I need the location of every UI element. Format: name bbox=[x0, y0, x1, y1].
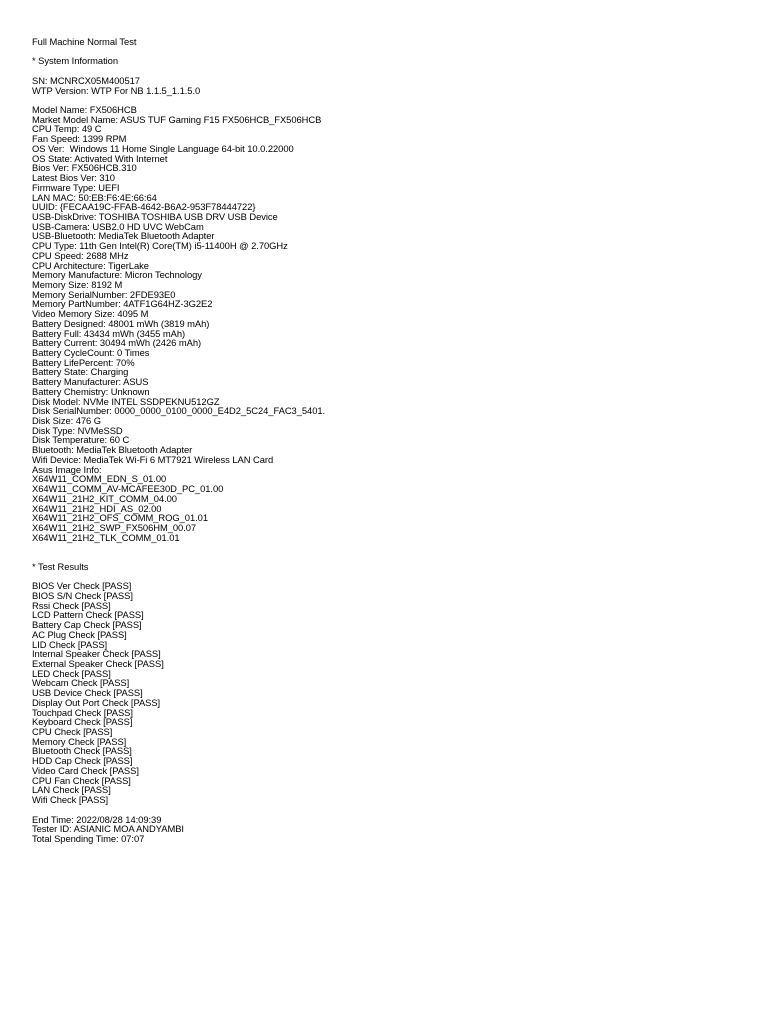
test-result-line: Memory Check [PASS] bbox=[32, 735, 127, 747]
spacer bbox=[32, 542, 732, 561]
wtp-version: WTP Version: WTP For NB 1.1.5_1.1.5.0 bbox=[32, 84, 201, 96]
system-info-line: X64W11_COMM_EDN_S_01.00 bbox=[32, 473, 167, 485]
system-info-line: Asus Image Info: bbox=[32, 463, 102, 475]
test-result-line: Video Card Check [PASS] bbox=[32, 764, 139, 776]
system-info-line: Disk Model: NVMe INTEL SSDPEKNU512GZ bbox=[32, 395, 220, 407]
test-result-line: BIOS S/N Check [PASS] bbox=[32, 589, 133, 601]
test-result-line: BIOS Ver Check [PASS] bbox=[32, 580, 132, 592]
system-info-line: Battery Manufacturer: ASUS bbox=[32, 376, 149, 388]
test-result-line: Internal Speaker Check [PASS] bbox=[32, 648, 161, 660]
system-info-line: Disk Temperature: 60 C bbox=[32, 434, 130, 446]
system-info-line: Battery CycleCount: 0 Times bbox=[32, 347, 150, 358]
system-info-line: Battery Current: 30494 mWh (2426 mAh) bbox=[32, 337, 202, 349]
spacer bbox=[32, 47, 732, 57]
system-info-line: Battery Chemistry: Unknown bbox=[32, 385, 150, 397]
report-footer bbox=[32, 815, 732, 844]
test-result-line: CPU Fan Check [PASS] bbox=[32, 774, 131, 786]
system-info-line: Wifi Device: MediaTek Wi-Fi 6 MT7921 Wireless LAN Card bbox=[32, 453, 274, 465]
test-result-line: HDD Cap Check [PASS] bbox=[32, 755, 133, 767]
system-info-line: CPU Temp: 49 C bbox=[32, 123, 102, 135]
system-info-line: Battery LifePercent: 70% bbox=[32, 356, 135, 368]
system-info-line: X64W11_21H2_TLK_COMM_01.01 bbox=[32, 531, 180, 543]
test-result-line: Touchpad Check [PASS] bbox=[32, 706, 133, 718]
system-info-line: Bluetooth: MediaTek Bluetooth Adapter bbox=[32, 444, 193, 456]
system-info-line: X64W11_COMM_AV-MCAFEE30D_PC_01.00 bbox=[32, 483, 224, 495]
test-result-line: Battery Cap Check [PASS] bbox=[32, 619, 142, 631]
system-info-line: X64W11_21H2_HDI_AS_02.00 bbox=[32, 502, 162, 514]
test-result-line: LAN Check [PASS] bbox=[32, 784, 111, 796]
test-result-line: CPU Check [PASS] bbox=[32, 726, 113, 738]
system-info-line: CPU Type: 11th Gen Intel(R) Core(TM) i5-11400H @ 2.70GHz bbox=[32, 240, 288, 252]
test-result-line: Display Out Port Check [PASS] bbox=[32, 696, 161, 708]
system-info-line: X64W11_21H2_KIT_COMM_04.00 bbox=[32, 492, 177, 504]
system-info-line: Battery Designed: 48001 mWh (3819 mAh) bbox=[32, 317, 210, 329]
system-info-line: Memory PartNumber: 4ATF1G64HZ-3G2E2 bbox=[32, 298, 213, 310]
system-info-line: Firmware Type: UEFI bbox=[32, 181, 120, 193]
system-info-line: OS Ver: Windows 11 Home Single Language 64-bit 10.0.22000 bbox=[32, 142, 294, 154]
test-report bbox=[32, 37, 732, 844]
system-info-line: USB-DiskDrive: TOSHIBA TOSHIBA USB DRV USB Device bbox=[32, 210, 278, 222]
system-info-line: Memory Manufacture: Micron Technology bbox=[32, 269, 202, 281]
system-info-line: CPU Architecture: TigerLake bbox=[32, 259, 149, 271]
test-result-line: LID Check [PASS] bbox=[32, 638, 108, 650]
test-result-line: External Speaker Check [PASS] bbox=[32, 658, 164, 669]
system-info-line: Model Name: FX506HCB bbox=[32, 104, 137, 116]
system-info-list bbox=[32, 105, 732, 542]
test-result-line: Bluetooth Check [PASS] bbox=[32, 745, 132, 757]
system-info-line: UUID: {FECAA19C-FFAB-4642-B6A2-953F78444722} bbox=[32, 201, 256, 213]
serial-number: SN: MCNRCX05M400517 bbox=[32, 74, 140, 86]
system-info-line: OS State: Activated With Internet bbox=[32, 152, 168, 164]
test-results-header: * Test Results bbox=[32, 560, 89, 572]
system-info-line: X64W11_21H2_SWP_FX506HM_00.07 bbox=[32, 521, 197, 533]
system-info-line: Battery Full: 43434 mWh (3455 mAh) bbox=[32, 327, 186, 339]
system-info-line: LAN MAC: 50:EB:F6:4E:66:64 bbox=[32, 191, 157, 203]
system-info-line: Bios Ver: FX506HCB.310 bbox=[32, 162, 137, 174]
system-info-line: CPU Speed: 2688 MHz bbox=[32, 249, 129, 261]
system-info-line: Disk Type: NVMeSSD bbox=[32, 424, 123, 436]
footer-line: Total Spending Time: 07:07 bbox=[32, 832, 145, 844]
test-result-line: USB Device Check [PASS] bbox=[32, 687, 143, 699]
system-info-line: USB-Bluetooth: MediaTek Bluetooth Adapter bbox=[32, 230, 215, 242]
test-result-line: Wifi Check [PASS] bbox=[32, 794, 109, 806]
test-result-line: LCD Pattern Check [PASS] bbox=[32, 609, 144, 621]
system-info-line: Battery State: Charging bbox=[32, 366, 129, 378]
test-result-line: LED Check [PASS] bbox=[32, 667, 111, 679]
system-info-line: USB-Camera: USB2.0 HD UVC WebCam bbox=[32, 220, 204, 232]
test-result-line: Keyboard Check [PASS] bbox=[32, 716, 133, 728]
system-info-header: * System Information bbox=[32, 55, 119, 67]
footer-line: End Time: 2022/08/28 14:09:39 bbox=[32, 813, 162, 825]
spacer bbox=[32, 572, 732, 582]
spacer bbox=[32, 95, 732, 105]
system-info-line: Memory Size: 8192 M bbox=[32, 278, 123, 290]
test-result-line: Webcam Check [PASS] bbox=[32, 677, 130, 689]
test-results-list bbox=[32, 581, 732, 805]
system-info-line: Disk Size: 476 G bbox=[32, 415, 102, 427]
system-info-line: Video Memory Size: 4095 M bbox=[32, 308, 149, 320]
test-result-line: Rssi Check [PASS] bbox=[32, 599, 111, 611]
test-result-line: AC Plug Check [PASS] bbox=[32, 628, 127, 640]
system-info-line: Market Model Name: ASUS TUF Gaming F15 FX506HCB_FX506HCB bbox=[32, 113, 322, 125]
system-info-line: Latest Bios Ver: 310 bbox=[32, 172, 115, 184]
system-info-line: Disk SerialNumber: 0000_0000_0100_0000_E4D2_5C24_FAC3_5401. bbox=[32, 405, 326, 417]
report-title: Full Machine Normal Test bbox=[32, 36, 137, 47]
system-info-line: Memory SerialNumber: 2FDE93E0 bbox=[32, 288, 176, 300]
system-info-line: Fan Speed: 1399 RPM bbox=[32, 133, 127, 145]
footer-line: Tester ID: ASIANIC MOA ANDYAMBI bbox=[32, 823, 184, 835]
system-info-line: X64W11_21H2_OFS_COMM_ROG_01.01 bbox=[32, 512, 209, 524]
